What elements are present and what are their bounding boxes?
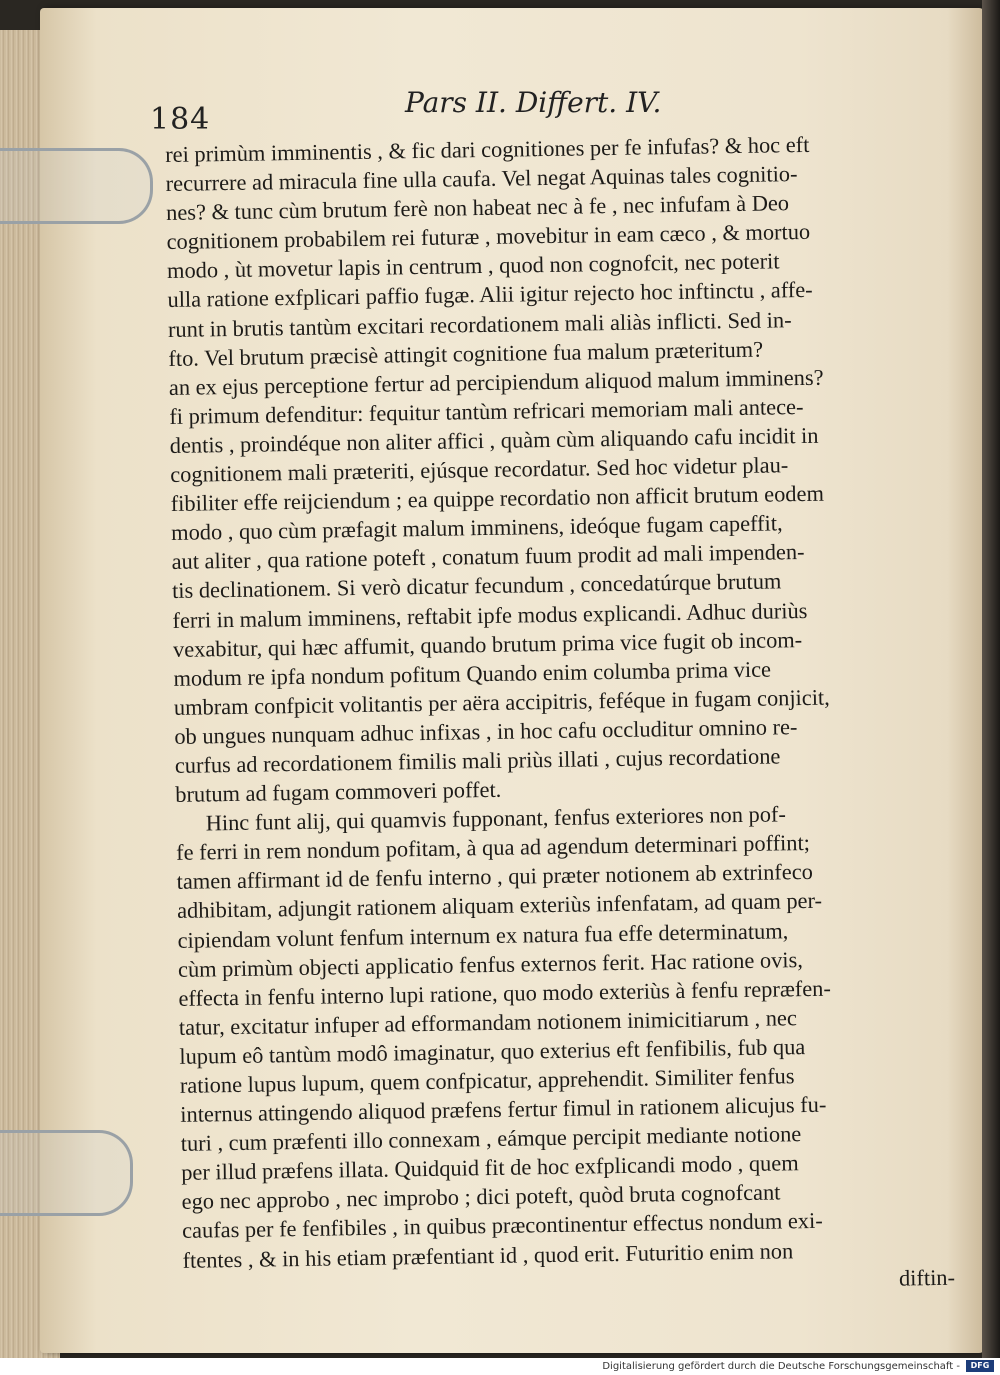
- footer-credit: Digitalisierung gefördert durch die Deutsche Forschungsgemeinschaft -: [602, 1361, 960, 1372]
- text-line: umbram confpicit volitantis per aëra accipitris, feféque in fugam conjicit,: [173, 684, 830, 720]
- text-line: ferri in malum imminens, reftabit ipfe modus explicandi. Adhuc duriùs: [172, 597, 808, 633]
- text-line: tis declinationem. Si verò dicatur fecundum , concedatúrque brutum: [171, 568, 782, 604]
- catchword: diftin-: [898, 1264, 956, 1291]
- text-line: ratione lupus lupum, quem confpicatur, apprehendit. Similiter fenfus: [179, 1063, 795, 1098]
- text-line: curfus ad recordationem fimilis mali priùs illati , cujus recordatione: [174, 743, 781, 778]
- footer: [0, 1358, 1000, 1375]
- text-line: cognitionem probabilem rei futuræ , movebitur in eam cæco , & mortuo: [166, 219, 811, 255]
- text-line: tamen affirmant id de fenfu interno , qui præter notionem ab extrinfeco: [176, 859, 814, 895]
- text-line: ob ungues nunquam adhuc infixas , in hoc cafu occluditur omnino re-: [174, 714, 798, 749]
- text-line: aut aliter , qua ratione poteft , conatum fuum prodit ad mali impenden-: [171, 539, 805, 575]
- text-line: adhibitam, adjungit rationem aliquam exteriùs infenfatam, ad quam per-: [176, 888, 823, 924]
- page-number: 184: [150, 102, 211, 137]
- book-spine-shadow: [982, 0, 1000, 1358]
- text-line: nes? & tunc cùm brutum ferè non habeat nec à fe , nec infufam à Deo: [165, 190, 790, 226]
- dfg-logo: DFG: [966, 1360, 994, 1372]
- body-text: [165, 128, 955, 1304]
- text-line: cùm primùm objecti applicatio fenfus externos ferit. Hac ratione ovis,: [177, 946, 804, 982]
- text-line: runt in brutis tantùm excitari recordationem mali aliàs inflicti. Sed in-: [167, 306, 792, 342]
- text-line: Hinc funt alij, qui quamvis fupponant, fenfus exteriores non pof-: [205, 801, 787, 836]
- text-line: caufas per fe fenfibiles , in quibus præcontinentur effectus nondum exi-: [181, 1208, 823, 1244]
- text-line: cognitionem mali præteriti, ejúsque recordatur. Sed hoc videtur plau-: [170, 452, 789, 487]
- page-header: [150, 78, 930, 137]
- text-line: cipiendam volunt fenfum internum ex natura fua effe determinatum,: [177, 917, 789, 953]
- text-line: fi primum defenditur: fequitur tantùm refricari memoriam mali antece-: [169, 393, 804, 429]
- text-line: fe ferri in rem nondum pofitam, à qua ad agendum determinari poffint;: [175, 830, 811, 866]
- text-line: turi , cum præfenti illo connexam , eámque percipit mediante notione: [180, 1121, 802, 1157]
- text-line: per illud præfens illata. Quidquid fit de hoc exfplicandi modo , quem: [181, 1150, 799, 1186]
- text-line: rei primùm imminentis , & fic dari cognitiones per fe infufas? & hoc eft: [165, 131, 810, 167]
- text-line: tatur, excitatur infuper ad efformandam notionem inimicitiarum , nec: [178, 1004, 798, 1040]
- text-line: brutum ad fugam commoveri poffet.: [175, 776, 502, 807]
- running-head: Pars II. Differt. IV.: [405, 86, 662, 119]
- text-line: internus attingendo aliquod præfens fertur fimul in rationem alicujus fu-: [180, 1091, 827, 1127]
- text-line: modo , ùt movetur lapis in centrum , quod non cognofcit, nec poterit: [166, 248, 780, 284]
- text-line: ulla ratione exfplicari paffio fugæ. Alii igitur rejecto hoc inftinctu , affe-: [167, 277, 813, 313]
- page-clip-top: [0, 148, 153, 224]
- text-line: effecta in fenfu interno lupi ratione, quo modo exteriùs à fenfu repræfen-: [178, 975, 832, 1011]
- text-line: fibiliter effe reijciendum ; ea quippe recordatio non afficit brutum eodem: [170, 480, 825, 517]
- text-line: recurrere ad miracula fine ulla caufa. Vel negat Aquinas tales cognitio-: [165, 161, 798, 197]
- text-line: fto. Vel brutum præcisè attingit cognitione fua malum præteritum?: [168, 336, 764, 371]
- text-line: lupum eô tantùm modô imaginatur, quo exterius eft fenfibilis, fub qua: [179, 1033, 806, 1069]
- page-clip-bottom: [0, 1130, 133, 1216]
- text-line: an ex ejus perceptione fertur ad percipiendum aliquod malum imminens?: [168, 364, 824, 400]
- text-line: dentis , proindéque non aliter affici , quàm cùm aliquando cafu incidit in: [169, 422, 819, 458]
- text-line: ftentes , & in his etiam præfentiant id , quod erit. Futuritio enim non: [182, 1237, 794, 1273]
- text-line: ego nec approbo , nec improbo ; dici poteft, quòd bruta cognofcant: [181, 1179, 781, 1215]
- text-line: vexabitur, qui hæc affumit, quando brutum prima vice fugit ob incom-: [172, 626, 803, 662]
- text-line: modo , quo cùm præfagit malum imminens, ideóque fugam capeffit,: [170, 510, 783, 546]
- text-line: modum re ipfa nondum pofitum Quando enim columba prima vice: [173, 656, 772, 691]
